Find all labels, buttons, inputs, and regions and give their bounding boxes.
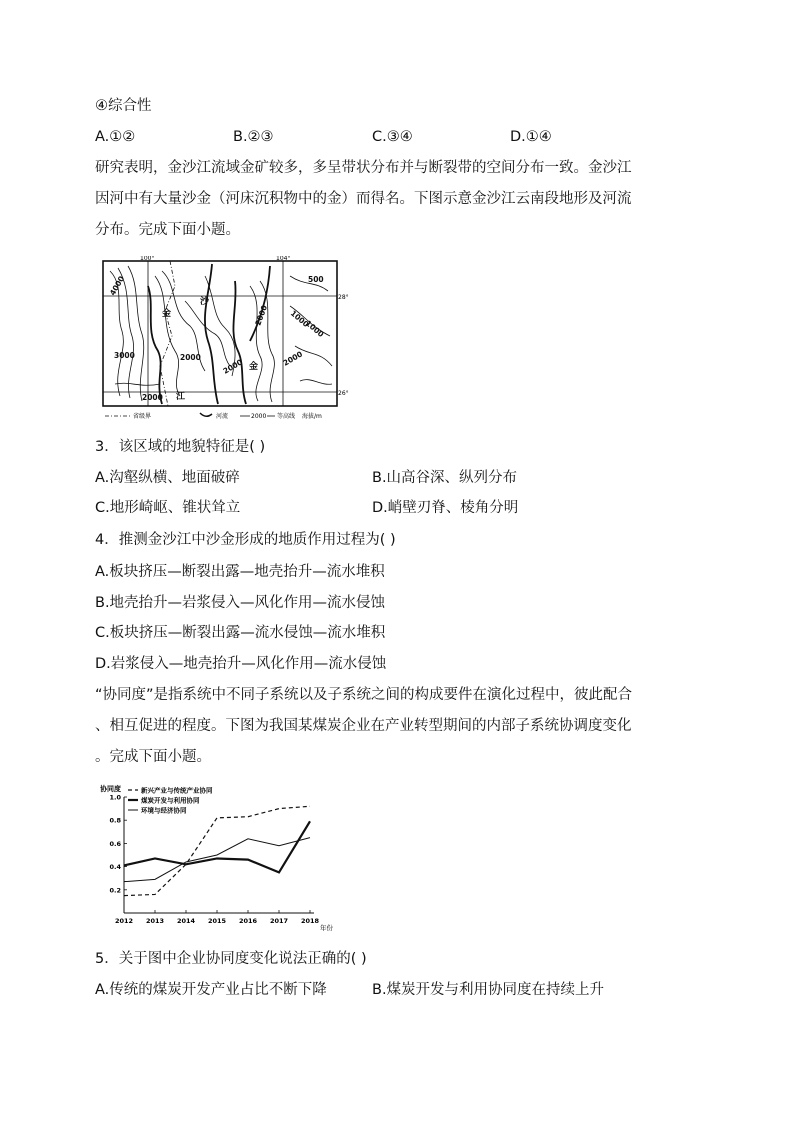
legend-label: 煤炭开发与利用协同 [141, 796, 200, 805]
intro1-line-1: 研究表明，金沙江流域金矿较多，多呈带状分布并与断裂带的空间分布一致。金沙江 [95, 160, 632, 176]
intro2-line-3: 。完成下面小题。 [95, 749, 211, 765]
q2-option-b[interactable]: B.②③ [233, 129, 274, 145]
chart-ylabel: 协同度 [100, 785, 121, 793]
q2-option-d[interactable]: D.①④ [510, 129, 552, 145]
contour-line [260, 281, 274, 402]
q2-option-a[interactable]: A.①② [95, 129, 136, 145]
map-legend [105, 412, 322, 420]
contour-label: 500 [308, 275, 324, 284]
intro2-line-1: “协同度”是指系统中不同子系统以及子系统之间的构成要件在演化过程中，彼此配合 [95, 687, 633, 703]
contour-label: 3000 [114, 351, 135, 360]
contour-label: 2000 [281, 349, 305, 368]
q4-option-c[interactable]: C.板块挤压—断裂出露—流水侵蚀—流水堆积 [95, 625, 386, 641]
intro1-line-3: 分布。完成下面小题。 [95, 222, 240, 238]
legend-river-label: 河流 [216, 413, 229, 420]
chart-series [124, 806, 310, 895]
x-tick-label: 2017 [269, 917, 289, 925]
map-contours [107, 266, 332, 402]
map-lat-28: 28° [338, 294, 349, 301]
q3-option-a[interactable]: A.沟壑纵横、地面破碎 [95, 470, 240, 486]
contour-label: 2000 [180, 353, 201, 362]
contour-line [300, 380, 332, 385]
series-line-2 [124, 821, 310, 872]
q4-option-a[interactable]: A.板块挤压—断裂出露—地壳抬升—流水堆积 [95, 564, 385, 580]
x-tick-label: 2016 [238, 917, 258, 925]
q3-option-d[interactable]: D.峭壁刃脊、棱角分明 [372, 500, 519, 516]
q3-stem: 3．该区域的地貌特征是( ) [95, 439, 266, 455]
y-tick-label: 1.0 [109, 793, 121, 802]
x-tick-label: 2015 [207, 917, 227, 925]
river-line [148, 286, 162, 404]
intro1-line-2: 因河中有大量沙金（河床沉积物中的金）而得名。下图示意金沙江云南段地形及河流 [95, 191, 632, 207]
legend-boundary-label: 省级界 [133, 413, 152, 420]
q4-stem: 4．推测金沙江中沙金形成的地质作用过程为( ) [95, 532, 396, 548]
map-rivers [148, 264, 270, 404]
contour-line [128, 266, 144, 401]
series-line-1 [124, 806, 310, 895]
q2-item4: ④综合性 [95, 98, 152, 114]
coordination-chart [100, 782, 350, 940]
river-line [205, 264, 218, 404]
y-tick-label: 0.2 [109, 886, 121, 895]
q3-option-b[interactable]: B.山高谷深、纵列分布 [372, 470, 518, 486]
legend-contour-value: 2000 [251, 413, 267, 420]
legend-river-line [200, 413, 212, 416]
legend-contour-label: 等高线 [277, 413, 296, 420]
contour-line [205, 276, 235, 376]
q5-options-row [95, 980, 695, 1000]
x-tick-label: 2012 [114, 917, 134, 925]
river-line [233, 281, 246, 404]
map-boundary [160, 261, 175, 406]
y-tick-label: 0.4 [109, 863, 121, 872]
q5-option-a[interactable]: A.传统的煤炭开发产业占比不断下降 [95, 982, 327, 998]
contour-label: 1000 [303, 318, 326, 339]
legend-label: 环境与经济协同 [141, 806, 187, 815]
q3-options-row-2 [95, 498, 695, 518]
map-lat-26: 26° [338, 390, 349, 397]
contour-line [250, 286, 262, 401]
intro2-line-2: 、相互促进的程度。下图为我国某煤炭企业在产业转型期间的内部子系统协调度变化 [95, 718, 632, 734]
y-tick-label: 0.6 [109, 839, 121, 848]
place-label-jin: 金 [249, 362, 259, 372]
contour-label: 1000 [288, 308, 311, 329]
place-label-sha: 沙 [200, 297, 210, 307]
q2-options [95, 127, 695, 147]
map-lon-100: 100° [140, 256, 155, 262]
contour-line [115, 383, 160, 385]
contour-label: 2000 [253, 303, 270, 327]
contour-label: 4000 [107, 274, 127, 297]
q3-option-c[interactable]: C.地形崎岖、锥状耸立 [95, 500, 241, 516]
topographic-map [100, 256, 350, 424]
chart-legend [128, 786, 213, 815]
x-tick-label: 2018 [300, 917, 320, 925]
chart-xlabel: 年份 [320, 924, 333, 932]
y-tick-label: 0.8 [109, 816, 121, 825]
q2-option-c[interactable]: C.③④ [372, 129, 413, 145]
place-label-jiang: 江 [176, 392, 186, 402]
contour-line [155, 276, 180, 396]
x-tick-label: 2013 [145, 917, 165, 925]
q5-option-b[interactable]: B.煤炭开发与利用协同度在持续上升 [372, 982, 605, 998]
contour-label: 2000 [221, 357, 245, 376]
legend-elevation-unit: 海拔/m [302, 413, 322, 420]
q4-option-b[interactable]: B.地壳抬升—岩浆侵入—风化作用—流水侵蚀 [95, 595, 386, 611]
map-lon-104: 104° [276, 256, 291, 262]
contour-label: 2000 [142, 393, 163, 402]
place-label-jin: 金 [162, 309, 172, 319]
q3-options-row-1 [95, 468, 695, 488]
legend-label: 新兴产业与传统产业协同 [141, 786, 213, 795]
q4-option-d[interactable]: D.岩浆侵入—地壳抬升—风化作用—流水侵蚀 [95, 656, 387, 672]
river-line [250, 266, 270, 341]
x-tick-label: 2014 [176, 917, 196, 925]
q5-stem: 5．关于图中企业协同度变化说法正确的( ) [95, 951, 367, 967]
